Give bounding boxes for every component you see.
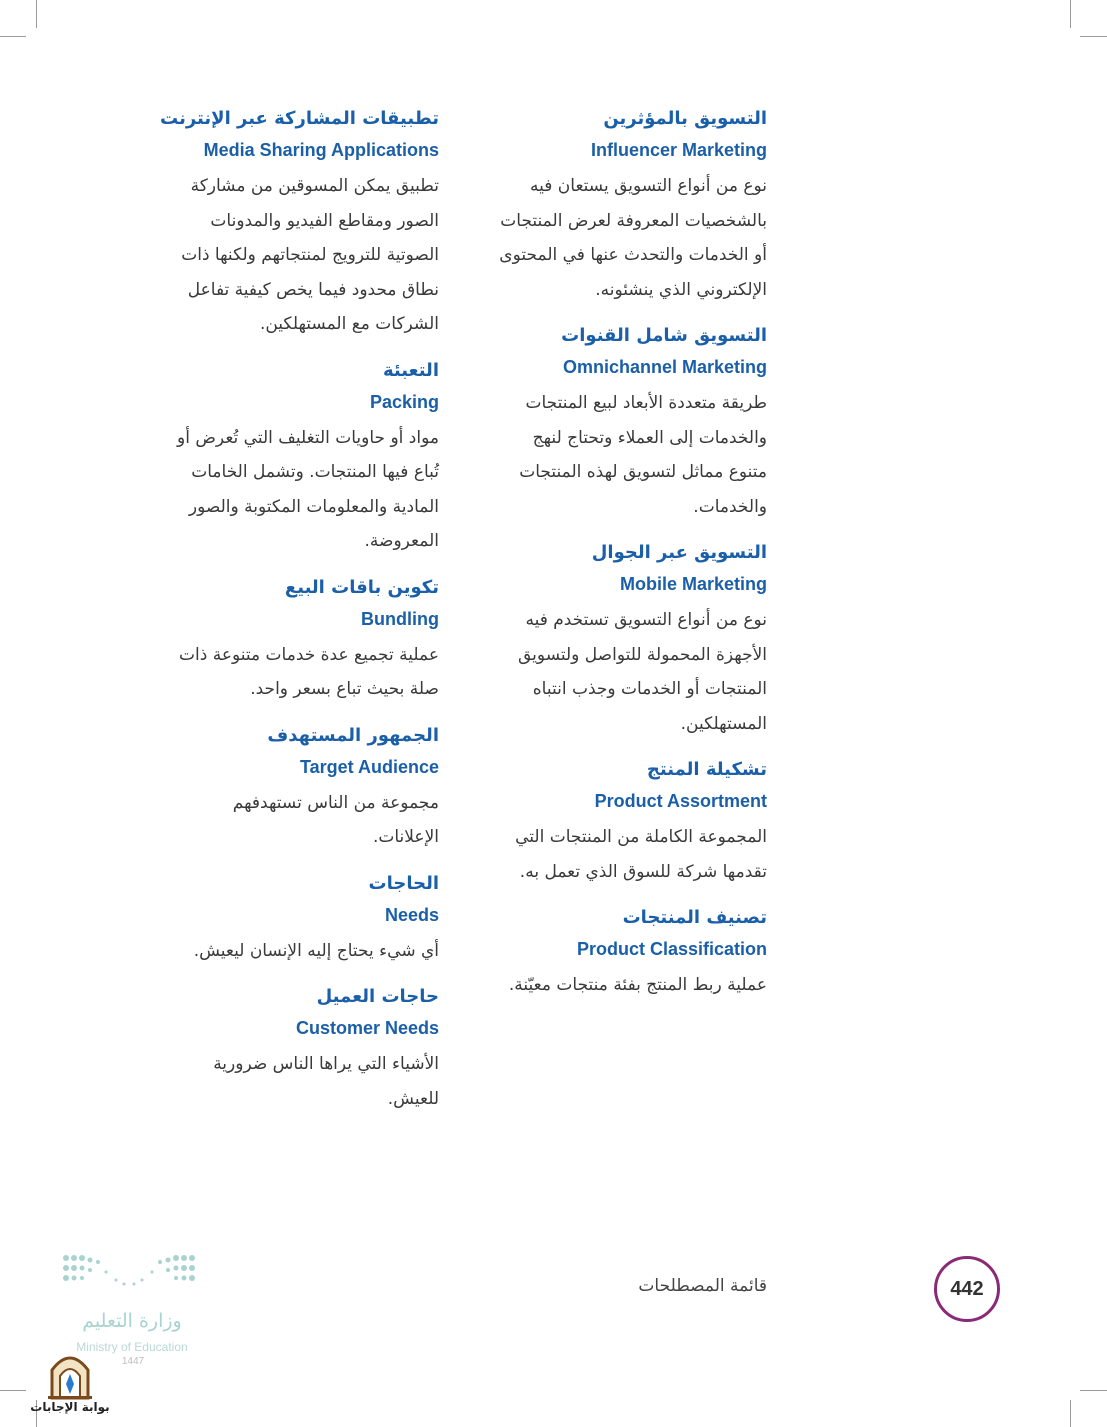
definition-line: المستهلكين. [680, 713, 767, 734]
term-definition [136, 1047, 439, 1116]
term-english: Mobile Marketing [619, 574, 767, 594]
definition-line: الإلكتروني الذي ينشئونه. [595, 279, 767, 300]
definition-line: المجموعة الكاملة من المنتجات التي [515, 827, 767, 847]
glossary-entry-needs [136, 869, 439, 969]
definition-line: طريقة متعددة الأبعاد لبيع المنتجات [525, 393, 767, 413]
definition-line: نطاق محدود فيما يخص كيفية تفاعل [187, 279, 439, 300]
glossary-entry-target-audience [136, 721, 439, 855]
definition-line: صلة بحيث تباع بسعر واحد. [250, 679, 439, 699]
term-arabic: التسويق شامل القنوات [561, 325, 767, 346]
crop-mark [1070, 0, 1071, 28]
definition-line: أو الخدمات والتحدث عنها في المحتوى [499, 245, 767, 265]
term-arabic: تطبيقات المشاركة عبر الإنترنت [160, 108, 439, 129]
term-definition [456, 386, 767, 524]
crop-mark [1080, 36, 1107, 37]
ministry-name-arabic: وزارة التعليم [82, 1310, 182, 1332]
term-definition [456, 820, 767, 889]
term-arabic: الحاجات [368, 872, 439, 894]
crop-mark [36, 0, 37, 28]
definition-line: نوع من أنواع التسويق يستعان فيه [530, 176, 767, 196]
definition-line: مجموعة من الناس تستهدفهم [232, 792, 439, 813]
definition-line: الشركات مع المستهلكين. [259, 314, 439, 334]
term-definition [136, 934, 439, 969]
definition-line: المنتجات أو الخدمات وجذب انتباه [532, 679, 767, 699]
definition-line: الأشياء التي يراها الناس ضرورية [213, 1054, 439, 1074]
glossary-entry-product-classification [456, 903, 767, 1003]
term-english: Product Classification [576, 939, 767, 959]
page-number: 442 [934, 1256, 1000, 1322]
definition-line: تقدمها شركة للسوق الذي تعمل به. [519, 861, 767, 882]
term-arabic: التعبئة [382, 359, 439, 381]
crop-mark [1070, 1400, 1071, 1427]
term-arabic: تصنيف المنتجات [622, 907, 767, 928]
term-english: Omnichannel Marketing [562, 357, 767, 377]
definition-line: المعروضة. [364, 531, 439, 551]
definition-line: تطبيق يمكن المسوقين من مشاركة [190, 176, 439, 196]
definition-line: الأجهزة المحمولة للتواصل ولتسويق [518, 644, 767, 665]
definition-line: متنوع مماثل لتسويق لهذه المنتجات [519, 462, 767, 482]
definition-line: أي شيء يحتاج إليه الإنسان ليعيش. [193, 940, 439, 961]
glossary-entry-packing [136, 356, 439, 559]
term-arabic: الجمهور المستهدف [267, 724, 439, 746]
definition-line: عملية ربط المنتج بفئة منتجات معيّنة. [508, 975, 767, 995]
definition-line: مواد أو حاويات التغليف التي تُعرض أو [177, 427, 439, 448]
ministry-dots-icon [58, 1248, 208, 1298]
glossary-entry-omnichannel-marketing [456, 321, 767, 524]
definition-line: المادية والمعلومات المكتوبة والصور [188, 496, 439, 517]
glossary-entry-product-assortment [456, 755, 767, 889]
term-arabic: تكوين باقات البيع [284, 576, 439, 598]
glossary-entry-bundling [136, 573, 439, 707]
glossary-entry-influencer-marketing [456, 104, 767, 307]
definition-line: الإعلانات. [372, 827, 439, 847]
glossary-entry-mobile-marketing [456, 538, 767, 741]
term-english: Needs [384, 904, 439, 925]
definition-line: نوع من أنواع التسويق تستخدم فيه [525, 610, 767, 630]
glossary-entry-customer-needs [136, 982, 439, 1116]
term-english: Bundling [361, 608, 439, 629]
crop-mark [0, 1390, 26, 1391]
term-english: Packing [369, 391, 439, 412]
glossary-left-column [136, 104, 439, 1130]
term-english: Customer Needs [295, 1018, 439, 1038]
term-definition [456, 603, 767, 741]
definition-line: الصوتية للترويج لمنتجاتهم ولكنها ذات [181, 245, 439, 265]
glossary-right-column [456, 104, 767, 1017]
glossary-entry-media-sharing-applications [136, 104, 439, 342]
term-definition [456, 968, 767, 1003]
crop-mark [1080, 1390, 1107, 1391]
section-title: قائمة المصطلحات [638, 1276, 767, 1296]
definition-line: تُباع فيها المنتجات. وتشمل الخامات [191, 462, 439, 482]
portal-label: بوابة الإجابات [30, 1400, 110, 1414]
mosque-icon [30, 1348, 110, 1400]
term-english: Influencer Marketing [590, 140, 767, 160]
ministry-name-english: Ministry of Education [76, 1340, 188, 1354]
crop-mark [0, 36, 26, 37]
definition-line: والخدمات. [693, 496, 767, 517]
term-definition [136, 638, 439, 707]
term-definition [136, 169, 439, 342]
term-arabic: تشكيلة المنتج [646, 759, 767, 780]
term-arabic: التسويق بالمؤثرين [603, 108, 767, 129]
definition-line: عملية تجميع عدة خدمات متنوعة ذات [179, 644, 439, 665]
term-english: Media Sharing Applications [203, 140, 439, 160]
term-arabic: التسويق عبر الجوال [591, 542, 767, 563]
term-definition [136, 786, 439, 855]
definition-line: للعيش. [387, 1088, 439, 1109]
definition-line: والخدمات إلى العملاء وتحتاج لنهج [532, 427, 767, 448]
term-definition [136, 421, 439, 559]
term-arabic: حاجات العميل [316, 986, 439, 1007]
ministry-year: 1447 [121, 1356, 145, 1367]
definition-line: بالشخصيات المعروفة لعرض المنتجات [500, 210, 767, 231]
term-english: Product Assortment [594, 791, 767, 811]
term-english: Target Audience [299, 756, 439, 777]
definition-line: الصور ومقاطع الفيديو والمدونات [210, 210, 439, 231]
term-definition [456, 169, 767, 307]
